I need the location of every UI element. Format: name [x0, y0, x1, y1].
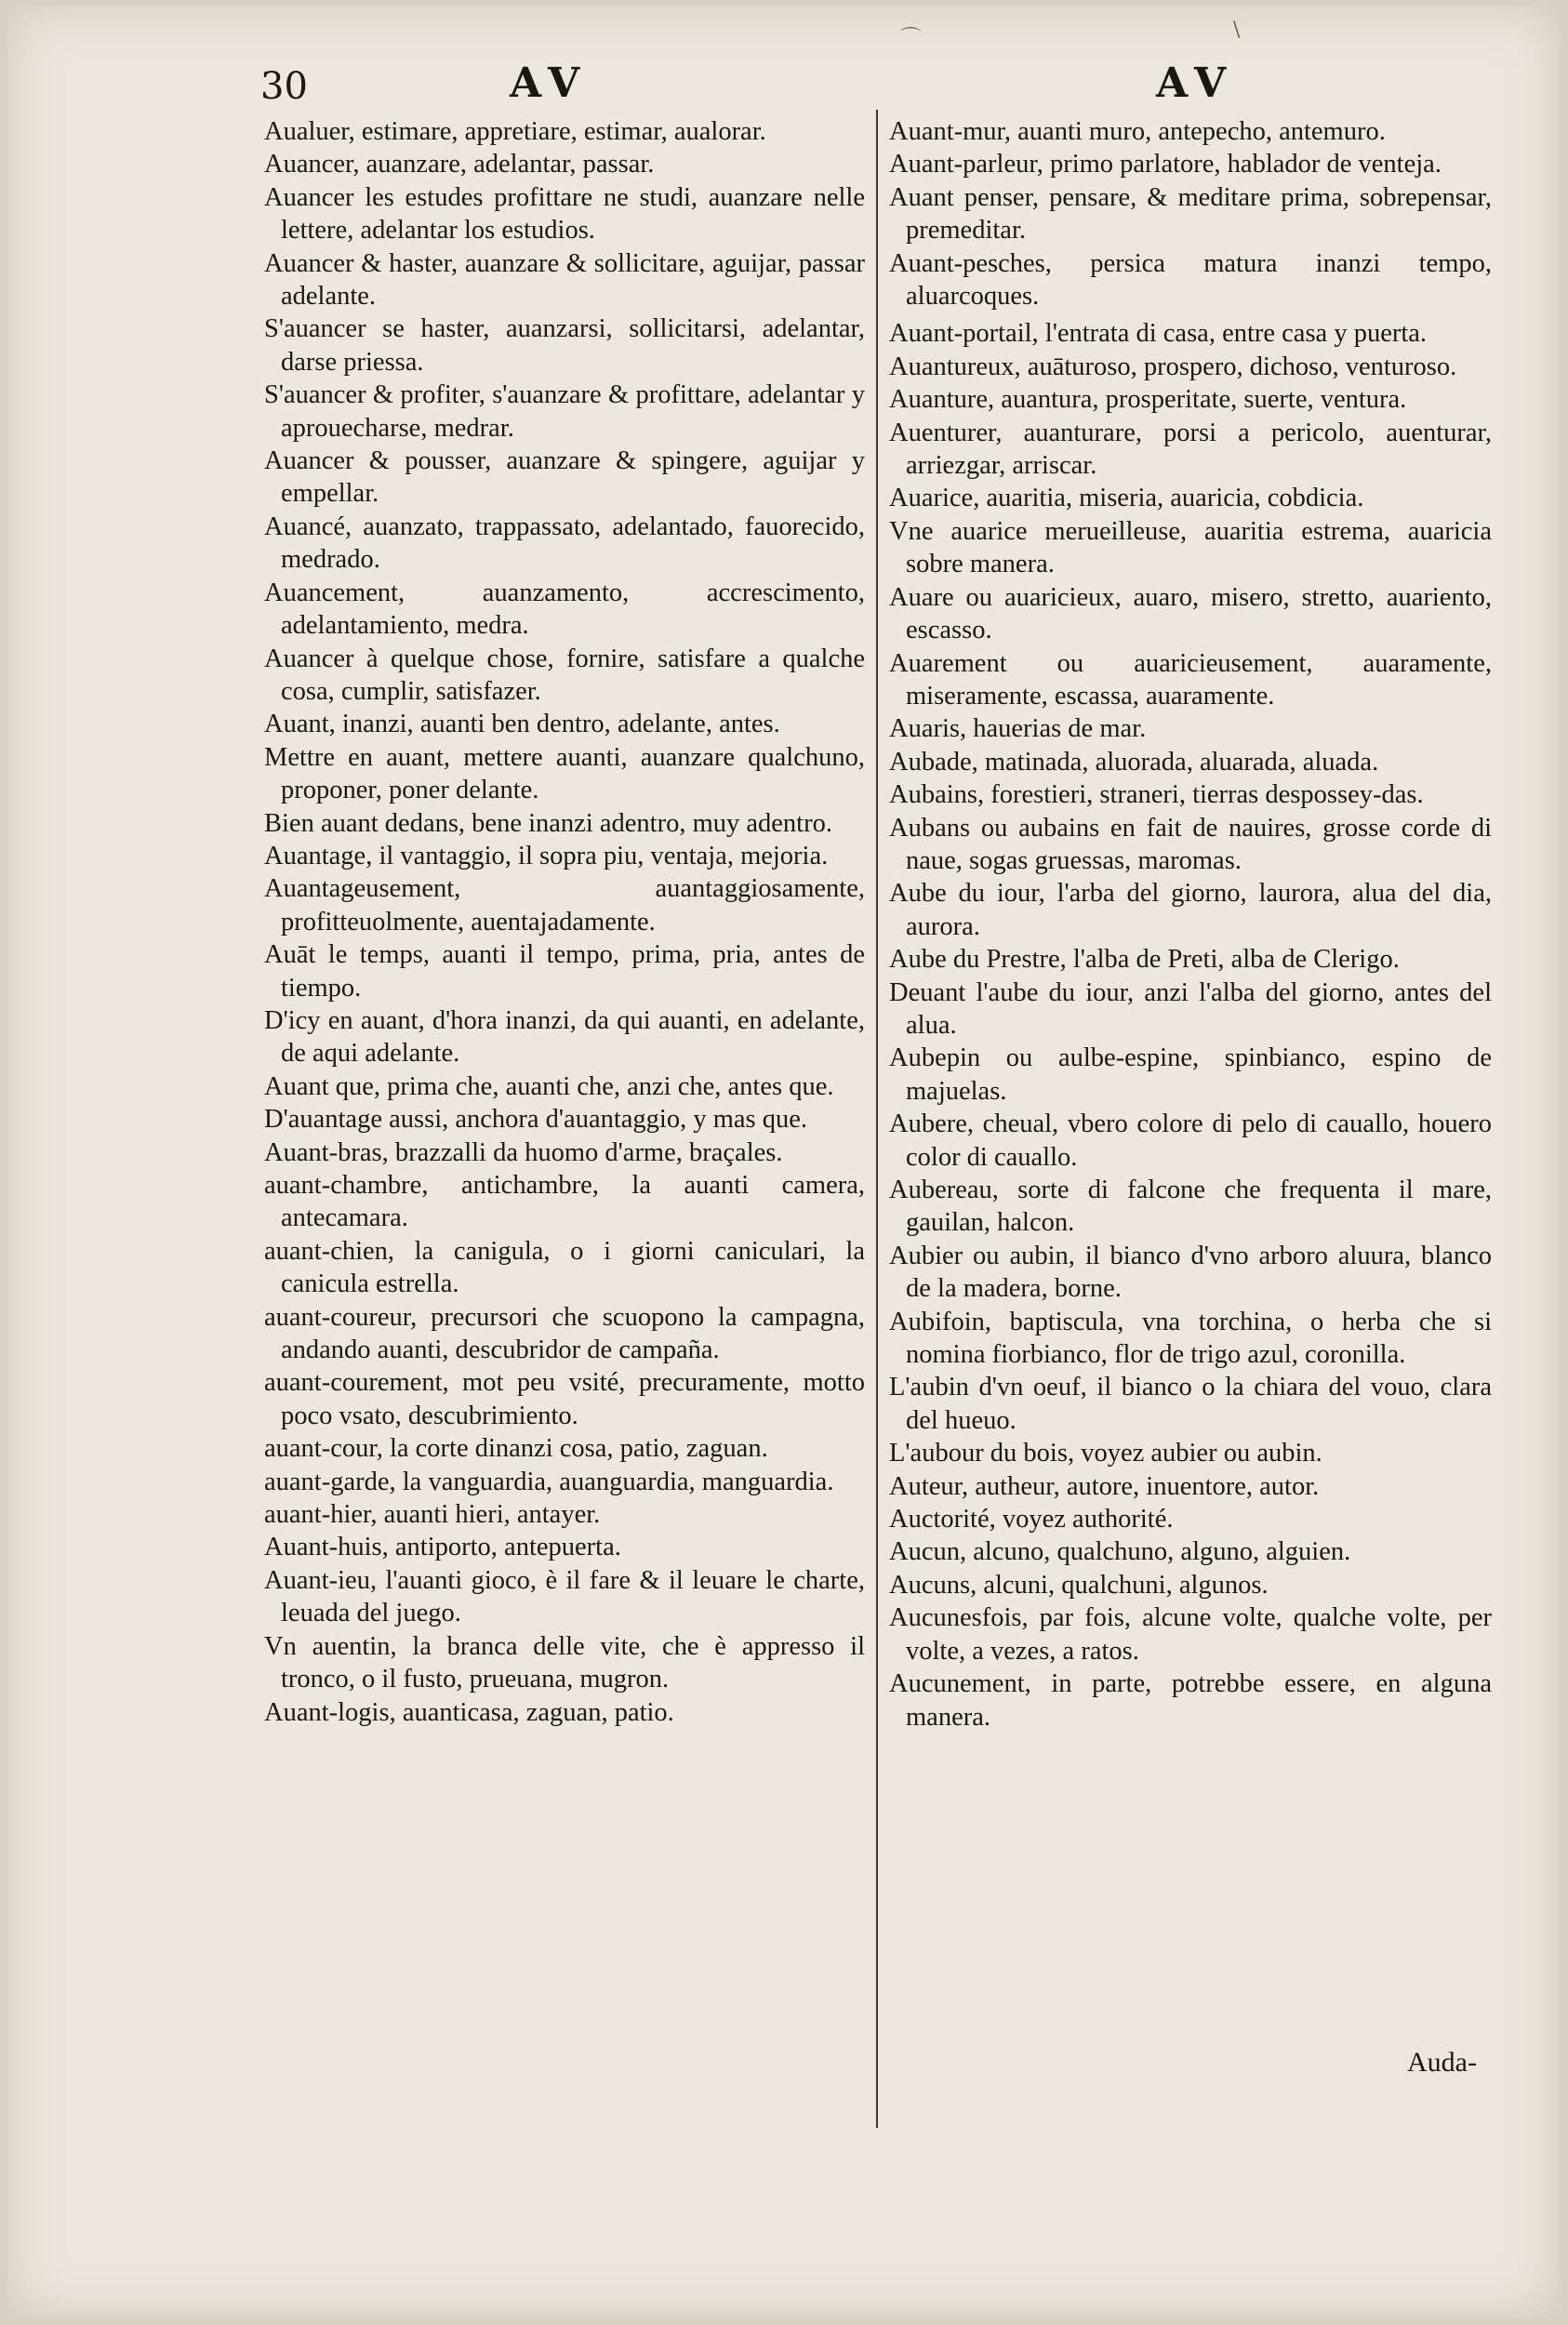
dictionary-entry: auant-chien, la canigula, o i giorni caniculari, la canicula estrella. — [264, 1236, 865, 1299]
dictionary-entry: L'aubour du bois, voyez aubier ou aubin. — [889, 1439, 1322, 1468]
dictionary-entry: Aubereau, sorte di falcone che frequenta il mare, gauilan, halcon. — [889, 1176, 1492, 1238]
dictionary-entry: Auant que, prima che, auanti che, anzi che, antes que. — [264, 1071, 834, 1101]
dictionary-entry: Deuant l'aube du iour, anzi l'alba del giorno, antes del alua. — [889, 977, 1492, 1040]
dictionary-entry: Auantageusement, auantaggiosamente, profitteuolmente, auentajadamente. — [264, 874, 865, 937]
dictionary-entry: auant-garde, la vanguardia, auanguardia, manguardia. — [264, 1467, 834, 1496]
dictionary-entry: Aucunesfois, par fois, alcune volte, qualche volte, per volte, a vezes, a ratos. — [889, 1603, 1492, 1666]
dictionary-entry: Auant-pesches, persica matura inanzi tempo, aluarcoques. — [889, 248, 1492, 312]
dictionary-entry: Aualuer, estimare, appretiare, estimar, aualorar. — [264, 117, 766, 146]
dictionary-entry: S'auancer se haster, auanzarsi, sollicitarsi, adelantar, darse priessa. — [264, 314, 865, 377]
dictionary-entry: D'auantage aussi, anchora d'auantaggio, y mas que. — [264, 1105, 808, 1135]
dictionary-entry: S'auancer & profiter, s'auanzare & profittare, adelantar y aprouecharse, medrar. — [264, 380, 865, 443]
dictionary-entry: Vne auarice merueilleuse, auaritia estrema, auaricia sobre manera. — [889, 516, 1492, 579]
dictionary-entry: Auantureux, auāturoso, prospero, dichoso, venturoso. — [889, 352, 1457, 381]
dictionary-entry: Auant penser, pensare, & meditare prima, sobrepensar, premeditar. — [889, 182, 1492, 246]
dictionary-entry: Auenturer, auanturare, porsi a pericolo, auenturar, arriezgar, arriscar. — [889, 418, 1492, 481]
column-divider — [876, 110, 878, 2128]
dictionary-entry: Auancer les estudes profittare ne studi, auanzare nelle lettere, adelantar los estudios. — [264, 182, 865, 246]
dictionary-entry: Aube du Prestre, l'alba de Preti, alba de Clerigo. — [889, 945, 1400, 975]
running-header-right: AV — [1156, 60, 1236, 107]
dictionary-entry: Aucunement, in parte, potrebbe essere, en alguna manera. — [889, 1669, 1492, 1732]
dictionary-entry: D'icy en auant, d'hora inanzi, da qui auanti, en adelante, de aqui adelante. — [264, 1005, 865, 1069]
ink-speck: \ — [1233, 19, 1241, 42]
dictionary-entry: L'aubin d'vn oeuf, il bianco o la chiara del vouo, clara del hueuo. — [889, 1373, 1492, 1435]
dictionary-entry: Auancer & haster, auanzare & sollicitare, aguijar, passar adelante. — [264, 248, 865, 312]
dictionary-entry: auant-chambre, antichambre, la auanti camera, antecamara. — [264, 1171, 865, 1233]
dictionary-entry: Aubere, cheual, vbero colore di pelo di cauallo, houero color di cauallo. — [889, 1109, 1492, 1172]
right-column — [889, 115, 1492, 1734]
dictionary-entry: Auarement ou auaricieusement, auaramente, miseramente, escassa, auaramente. — [889, 648, 1492, 711]
dictionary-entry: Auancer, auanzare, adelantar, passar. — [264, 150, 655, 179]
dictionary-entry: Aubifoin, baptiscula, vna torchina, o herba che si nomina fiorbianco, flor de trigo azul, coronilla. — [889, 1307, 1492, 1370]
catchword: Auda- — [1407, 2047, 1477, 2078]
dictionary-entry: Auancement, auanzamento, accrescimento, adelantamiento, medra. — [264, 578, 865, 641]
dictionary-entry: Aucuns, alcuni, qualchuni, algunos. — [889, 1570, 1269, 1600]
dictionary-entry: Vn auentin, la branca delle vite, che è appresso il tronco, o il fusto, prueuana, mugron. — [264, 1631, 865, 1694]
dictionary-entry: Auarice, auaritia, miseria, auaricia, cobdicia. — [889, 484, 1364, 513]
running-header-left: AV — [510, 60, 590, 107]
dictionary-entry: Aube du iour, l'arba del giorno, laurora, alua del dia, aurora. — [889, 879, 1492, 941]
dictionary-entry: Auant-ieu, l'auanti gioco, è il fare & il leuare le charte, leuada del juego. — [264, 1565, 865, 1628]
dictionary-entry: Auant-portail, l'entrata di casa, entre casa y puerta. — [889, 319, 1428, 349]
dictionary-entry: Auanture, auantura, prosperitate, suerte, ventura. — [889, 385, 1407, 415]
dictionary-entry: Auctorité, voyez authorité. — [889, 1505, 1174, 1534]
dictionary-entry: Auare ou auaricieux, auaro, misero, stretto, auariento, escasso. — [889, 582, 1492, 645]
page-number: 30 — [260, 65, 308, 108]
ink-speck: ⌒ — [900, 27, 922, 50]
dictionary-entry: Auantage, il vantaggio, il sopra piu, ventaja, mejoria. — [264, 841, 829, 870]
dictionary-entry: Auant-logis, auanticasa, zaguan, patio. — [264, 1697, 674, 1727]
dictionary-entry: Auant-mur, auanti muro, antepecho, antemuro. — [889, 117, 1386, 146]
dictionary-entry: Aubains, forestieri, straneri, tierras despossey-das. — [889, 780, 1424, 810]
dictionary-entry: Auant-bras, brazzalli da huomo d'arme, braçales. — [264, 1137, 783, 1167]
dictionary-entry: auant-hier, auanti hieri, antayer. — [264, 1500, 601, 1530]
dictionary-entry: Auaris, hauerias de mar. — [889, 714, 1147, 744]
dictionary-entry: Aubepin ou aulbe-espine, spinbianco, espino de majuelas. — [889, 1043, 1492, 1106]
dictionary-entry: Auant-huis, antiporto, antepuerta. — [264, 1533, 621, 1562]
dictionary-entry: Auāt le temps, auanti il tempo, prima, pria, antes de tiempo. — [264, 940, 865, 1003]
dictionary-entry: auant-coureur, precursori che scuopono la campagna, andando auanti, descubridor de campaña. — [264, 1302, 865, 1365]
dictionary-entry: Mettre en auant, mettere auanti, auanzare qualchuno, proponer, poner delante. — [264, 742, 865, 805]
dictionary-entry: auant-courement, mot peu vsité, precuramente, motto poco vsato, descubrimiento. — [264, 1368, 865, 1430]
dictionary-entry: Aubade, matinada, aluorada, aluarada, aluada. — [889, 747, 1379, 777]
left-column — [264, 115, 865, 1729]
dictionary-entry: Aubans ou aubains en fait de nauires, grosse corde di naue, sogas gruessas, maromas. — [889, 813, 1492, 875]
dictionary-page — [7, 6, 1559, 2318]
dictionary-entry: auant-cour, la corte dinanzi cosa, patio, zaguan. — [264, 1434, 768, 1464]
dictionary-entry: Auant, inanzi, auanti ben dentro, adelante, antes. — [264, 710, 780, 739]
dictionary-entry: Auant-parleur, primo parlatore, hablador de venteja. — [889, 150, 1442, 179]
dictionary-entry: Aucun, alcuno, qualchuno, alguno, alguien. — [889, 1537, 1351, 1567]
dictionary-entry: Aubier ou aubin, il bianco d'vno arboro aluura, blanco de la madera, borne. — [889, 1241, 1492, 1304]
dictionary-entry: Bien auant dedans, bene inanzi adentro, muy adentro. — [264, 808, 832, 838]
dictionary-entry: Auancer à quelque chose, fornire, satisfare a qualche cosa, cumplir, satisfazer. — [264, 644, 865, 706]
dictionary-entry: Auancé, auanzato, trappassato, adelantado, fauorecido, medrado. — [264, 512, 865, 575]
dictionary-entry: Auancer & pousser, auanzare & spingere, aguijar y empellar. — [264, 446, 865, 509]
dictionary-entry: Auteur, autheur, autore, inuentore, autor. — [889, 1471, 1320, 1501]
